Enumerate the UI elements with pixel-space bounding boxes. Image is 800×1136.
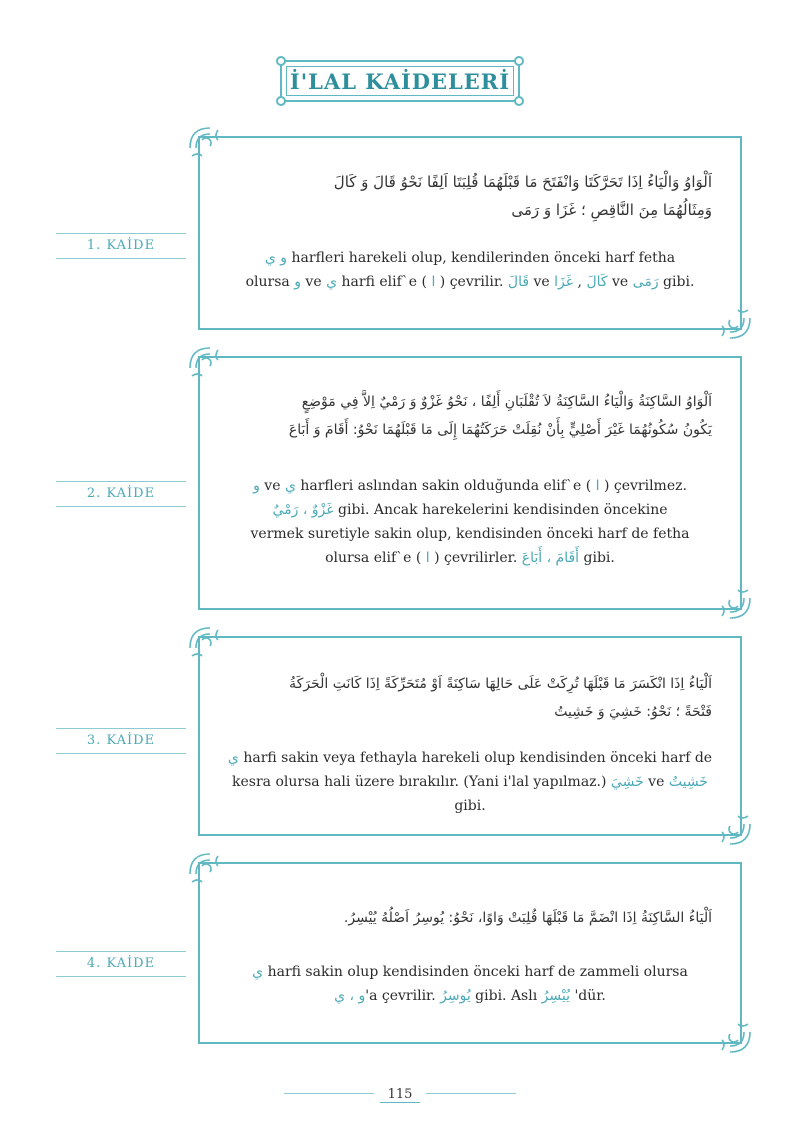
arabic-word: غَزَا bbox=[554, 274, 574, 290]
desc-text: ) çevrilir. bbox=[435, 274, 508, 290]
corner-flourish-icon bbox=[708, 1010, 752, 1054]
rule-label-text: 1. KAİDE bbox=[86, 238, 156, 253]
corner-flourish-icon bbox=[188, 126, 232, 170]
desc-text: ve bbox=[300, 274, 327, 290]
desc-text: gibi. Ancak harekelerini kendisinden öncekine bbox=[333, 502, 668, 518]
rule-label-2 bbox=[56, 478, 186, 510]
corner-flourish-icon bbox=[708, 802, 752, 846]
arabic-word: أَقَامَ ، أَبَاعَ bbox=[521, 550, 580, 566]
arabic-letter: ي bbox=[252, 964, 264, 980]
rule-label-text: 3. KAİDE bbox=[86, 733, 156, 748]
rule-box-1 bbox=[198, 136, 742, 330]
corner-flourish-icon bbox=[188, 346, 232, 390]
rule-box-2 bbox=[198, 356, 742, 610]
rule-label-rule-line bbox=[56, 951, 186, 952]
arabic-word: يُيْسِرُ bbox=[541, 988, 570, 1004]
desc-text: harfi elif`e ( bbox=[337, 274, 432, 290]
desc-text: gibi. bbox=[658, 274, 695, 290]
title-corner-ornament bbox=[514, 96, 524, 106]
rule-description bbox=[200, 224, 740, 294]
arabic-line: اَلْيَاءُ السَّاكِنَةُ اِذَا انْضَمَّ مَا قَبْلَهَا قُلِبَتْ وَاوًا، نَحْوُ: يُوسِرُ اَصْلُهُ يُيْسِرُ. bbox=[343, 910, 712, 926]
rule-description bbox=[200, 726, 740, 818]
desc-line bbox=[222, 270, 718, 294]
desc-text: gibi. bbox=[454, 798, 486, 814]
arabic-line: اَلْوَاوُ السَّاكِنَةُ وَالْيَاءُ السَّاكِنَةُ لاَ تُقْلَبَانِ أَلِفًا ، نَحْوُ غَزْوٌ وَ رَمْيٌ اِلاَّ فِي مَوْضِعٍ bbox=[301, 394, 712, 410]
arabic-line: فَتْحَةً ؛ نَحْوُ: خَشِيَ وَ خَشِيتُ bbox=[554, 704, 712, 720]
arabic-word: يُوسِرُ bbox=[440, 988, 471, 1004]
desc-text: kesra olursa hali üzere bırakılır. (Yani i'lal yapılmaz.) bbox=[232, 774, 611, 790]
desc-text: harfi sakin veya fethayla harekeli olup kendisinden önceki harf de bbox=[238, 750, 713, 766]
corner-flourish-icon bbox=[188, 852, 232, 896]
arabic-line: اَلْيَاءُ اِذَا انْكَسَرَ مَا قَبْلَهَا تُرِكَتْ عَلَى حَالِهَا سَاكِنَةً اَوْ مُتَحَرِّكَةً اِذَا كَانَتِ الْحَرَكَةُ bbox=[289, 676, 712, 692]
title-corner-ornament bbox=[276, 96, 286, 106]
title-corner-ornament bbox=[514, 56, 524, 66]
rule-label-rule-line bbox=[56, 258, 186, 259]
rule-label-rule-line bbox=[56, 728, 186, 729]
arabic-word: كَالَ bbox=[586, 274, 608, 290]
corner-flourish-icon bbox=[708, 296, 752, 340]
arabic-word: رَمَى bbox=[632, 274, 659, 290]
rule-description bbox=[200, 932, 740, 1008]
arabic-word: خَشِيتُ bbox=[668, 774, 708, 790]
rule-label-rule-line bbox=[56, 753, 186, 754]
arabic-letter: ي bbox=[284, 478, 296, 494]
footer-rule-line bbox=[284, 1093, 374, 1094]
rule-label-4 bbox=[56, 948, 186, 980]
desc-text: olursa elif`e ( bbox=[325, 550, 426, 566]
desc-text: ve bbox=[607, 274, 633, 290]
arabic-letter: ا bbox=[425, 550, 430, 566]
desc-line bbox=[222, 984, 718, 1008]
desc-line bbox=[222, 498, 718, 522]
desc-line bbox=[222, 246, 718, 270]
rule-label-text: 4. KAİDE bbox=[86, 956, 156, 971]
rule-label-text: 2. KAİDE bbox=[86, 486, 156, 501]
desc-text: 'a çevrilir. bbox=[365, 988, 441, 1004]
rule-box-4 bbox=[198, 862, 742, 1044]
page-title: İ'LAL KAİDELERİ bbox=[289, 68, 511, 94]
page-title-frame bbox=[280, 60, 520, 102]
arabic-line: اَلْوَاوُ وَالْيَاءُ اِذَا تَحَرَّكَتَا وَانْفَتَحَ مَا قَبْلَهُمَا قُلِبَتَا اَلِفًا نَحْوُ قَالَ وَ كَالَ bbox=[333, 173, 712, 191]
arabic-word: قَالَ bbox=[507, 274, 530, 290]
arabic-text bbox=[200, 138, 740, 224]
title-corner-ornament bbox=[276, 56, 286, 66]
arabic-letter: ي bbox=[326, 274, 338, 290]
arabic-word: غَزْوٌ ، رَمْيٌ bbox=[272, 502, 334, 518]
arabic-letter: ي bbox=[227, 750, 239, 766]
desc-text: , bbox=[573, 274, 587, 290]
rule-label-rule-line bbox=[56, 506, 186, 507]
desc-text: gibi. bbox=[579, 550, 615, 566]
page-number: 115 bbox=[380, 1087, 421, 1103]
arabic-line: وَمِثَالُهُمَا مِنَ النَّاقِصِ ؛ غَزَا وَ رَمَى bbox=[511, 201, 712, 219]
desc-text: ve bbox=[643, 774, 669, 790]
rule-box-3 bbox=[198, 636, 742, 836]
arabic-letter: ا bbox=[431, 274, 436, 290]
desc-text: harfleri harekeli olup, kendilerinden önceki harf fetha bbox=[287, 250, 676, 266]
rule-label-rule-line bbox=[56, 233, 186, 234]
corner-flourish-icon bbox=[708, 576, 752, 620]
desc-line bbox=[222, 770, 718, 818]
corner-flourish-icon bbox=[188, 626, 232, 670]
desc-text: olursa bbox=[245, 274, 295, 290]
arabic-line: يَكُونُ سُكُونُهُمَا غَيْرَ أَصْلِيٍّ بِأَنْ نُقِلَتْ حَرَكَتُهُمَا إِلَى مَا قَبْلَهُمَا نَحْوُ: أَقَامَ وَ أَبَاعَ bbox=[288, 422, 712, 438]
desc-text: harfleri aslından sakin olduğunda elif`e ( bbox=[295, 478, 596, 494]
desc-text: gibi. Aslı bbox=[470, 988, 542, 1004]
desc-line bbox=[222, 546, 718, 570]
arabic-letter: و bbox=[253, 478, 260, 494]
rule-label-1 bbox=[56, 230, 186, 262]
arabic-letter: ا bbox=[595, 478, 600, 494]
arabic-letter: و bbox=[275, 250, 288, 266]
arabic-letter: و bbox=[294, 274, 301, 290]
desc-text: ) çevrilirler. bbox=[429, 550, 522, 566]
rule-label-rule-line bbox=[56, 976, 186, 977]
rule-label-3 bbox=[56, 725, 186, 757]
arabic-word: خَشِيَ bbox=[610, 774, 644, 790]
desc-text: ve bbox=[529, 274, 555, 290]
arabic-text bbox=[200, 864, 740, 932]
footer-rule-line bbox=[426, 1093, 516, 1094]
arabic-text bbox=[200, 358, 740, 444]
desc-text: 'dür. bbox=[570, 988, 606, 1004]
desc-line bbox=[222, 746, 718, 770]
desc-line: vermek suretiyle sakin olup, kendisinden önceki harf de fetha bbox=[250, 526, 690, 542]
arabic-letter: و ، ي bbox=[334, 988, 366, 1004]
arabic-letter: ي bbox=[264, 250, 276, 266]
desc-text: ) çevrilmez. bbox=[599, 478, 687, 494]
desc-line bbox=[222, 474, 718, 498]
desc-text: harfi sakin olup kendisinden önceki harf de zammeli olursa bbox=[263, 964, 688, 980]
rule-description bbox=[200, 444, 740, 570]
desc-text: ve bbox=[259, 478, 285, 494]
arabic-text bbox=[200, 638, 740, 726]
rule-label-rule-line bbox=[56, 481, 186, 482]
page-number-footer bbox=[0, 1083, 800, 1103]
desc-line bbox=[222, 960, 718, 984]
